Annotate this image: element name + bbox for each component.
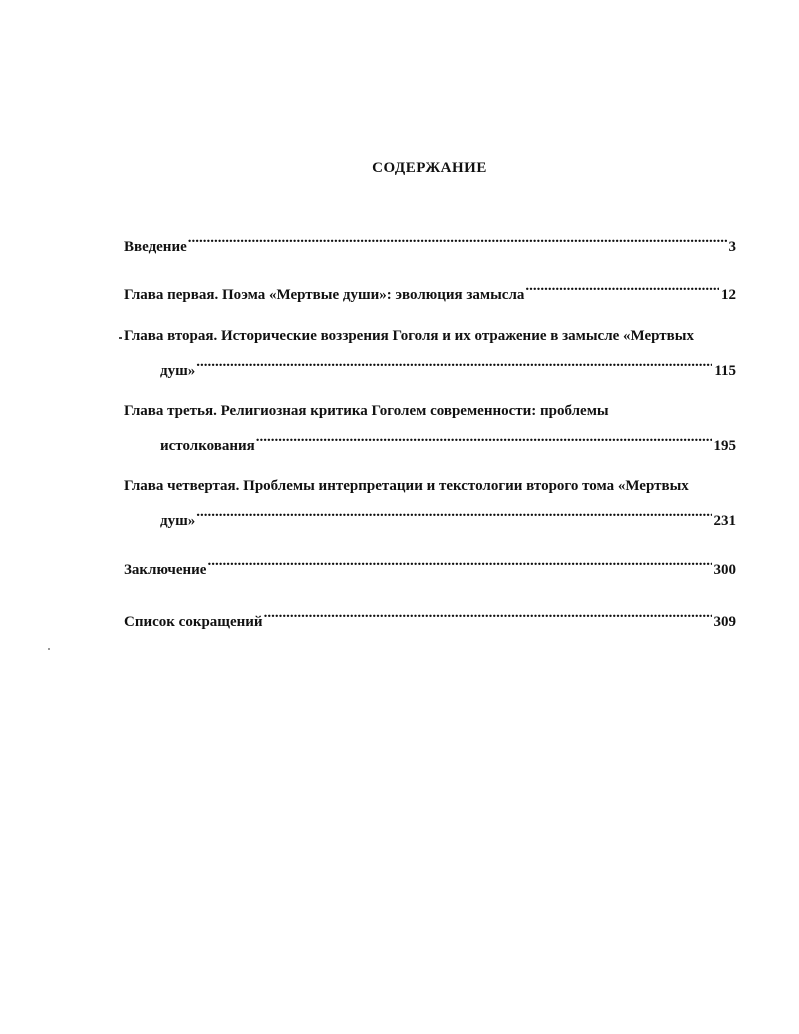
- toc-entry-title: Глава первая. Поэма «Мертвые души»: эволюция замысла: [124, 287, 525, 303]
- dot-leader: [206, 548, 711, 574]
- toc-page-number: 3: [728, 239, 736, 255]
- dot-leader: [524, 273, 719, 299]
- toc-entry-title: Заключение: [124, 562, 207, 578]
- toc-entry-title: Глава четвертая. Проблемы интерпретации и текстологии второго тома «Мертвых: [124, 478, 689, 494]
- toc-line: [124, 600, 736, 630]
- toc-entry-title: Глава вторая. Исторические воззрения Гоголя и их отражение в замысле «Мертвых: [124, 328, 694, 344]
- toc-entry-chapter-3[interactable]: [124, 398, 736, 454]
- scan-speck: [48, 648, 50, 650]
- toc-page-number: 195: [713, 438, 736, 454]
- toc-line: [124, 273, 736, 303]
- toc-entry-title-continued: истолкования: [160, 438, 255, 454]
- toc-entry-conclusion[interactable]: [124, 548, 736, 578]
- toc-line: [124, 225, 736, 255]
- toc-line: [124, 473, 736, 499]
- toc-entry-title: Глава третья. Религиозная критика Гоголем современности: проблемы: [124, 403, 609, 419]
- toc-page-number: 12: [721, 287, 736, 303]
- toc-line: [124, 323, 736, 349]
- dot-leader: [187, 225, 727, 251]
- toc-page-number: 231: [713, 513, 736, 529]
- toc-line-continuation: [124, 499, 736, 529]
- page-title: СОДЕРЖАНИЕ: [372, 160, 487, 176]
- toc-line-continuation: [124, 349, 736, 379]
- toc-line: [124, 548, 736, 578]
- dot-leader: [195, 349, 712, 375]
- scan-speck: [119, 337, 122, 339]
- dot-leader: [195, 499, 711, 525]
- toc-line: [124, 398, 736, 424]
- toc-page-number: 309: [713, 614, 736, 630]
- toc-entry-chapter-2[interactable]: [124, 323, 736, 379]
- toc-entry-title-continued: душ»: [160, 363, 196, 379]
- dot-leader: [263, 600, 712, 626]
- toc-entry-chapter-4[interactable]: [124, 473, 736, 529]
- toc-entry-introduction[interactable]: [124, 225, 736, 255]
- toc-entry-title: Список сокращений: [124, 614, 263, 630]
- toc-entry-title: Введение: [124, 239, 187, 255]
- toc-line-continuation: [124, 424, 736, 454]
- toc-entry-chapter-1[interactable]: [124, 273, 736, 303]
- toc-entry-abbreviations[interactable]: [124, 600, 736, 630]
- toc-page-number: 115: [714, 363, 736, 379]
- toc-entry-title-continued: душ»: [160, 513, 196, 529]
- toc-page-number: 300: [713, 562, 736, 578]
- dot-leader: [255, 424, 712, 450]
